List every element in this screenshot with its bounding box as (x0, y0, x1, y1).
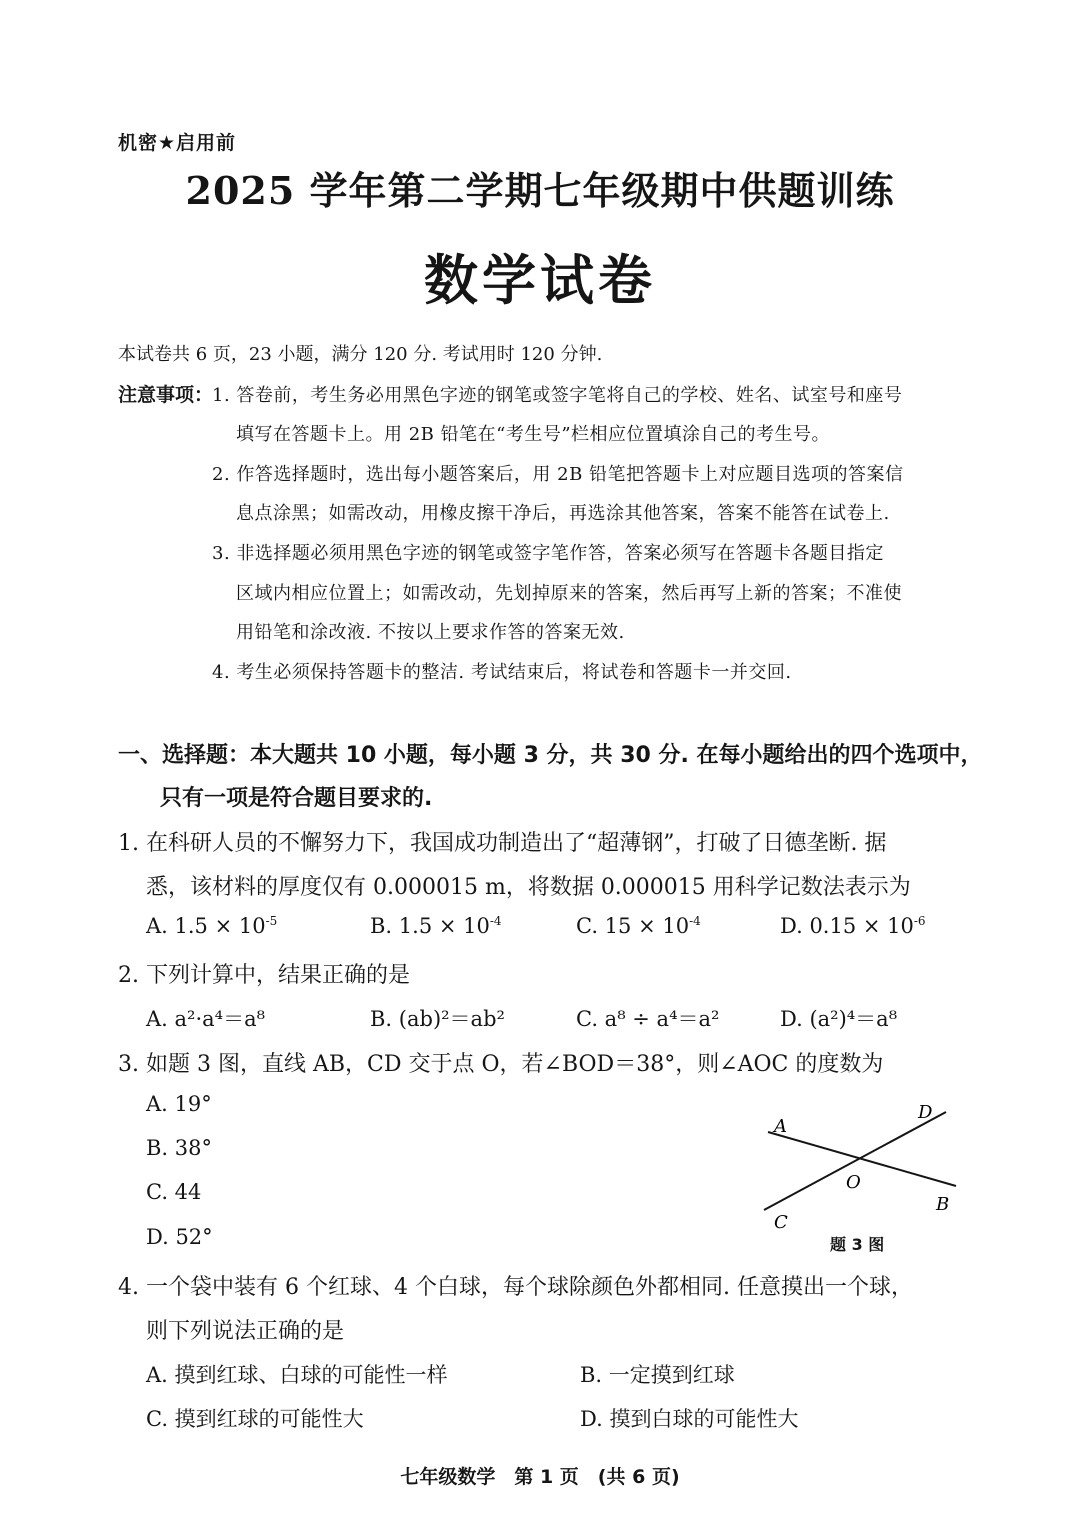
line-ab (768, 1132, 956, 1186)
label-c: C (774, 1212, 788, 1230)
notice-line: 息点涂黑；如需改动，用橡皮擦干净后，再选涂其他答案，答案不能答在试卷上. (236, 503, 890, 524)
notice-line: 3. 非选择题必须用黑色字迹的钢笔或签字笔作答，答案必须写在答题卡各题目指定 (212, 543, 884, 564)
notice-line: 区域内相应位置上；如需改动，先划掉原来的答案，然后再写上新的答案；不准使 (236, 583, 902, 604)
notice-line: 2. 作答选择题时，选出每小题答案后，用 2B 铅笔把答题卡上对应题目选项的答案信 (212, 464, 904, 485)
exam-title: 2025 学年第二学期七年级期中供题训练 (185, 168, 895, 213)
question-4-option-a: A. 摸到红球、白球的可能性一样 (146, 1363, 448, 1387)
label-a: A (774, 1116, 787, 1137)
notice-label: 注意事项： (118, 384, 214, 406)
question-3-figure (760, 1100, 980, 1230)
notice-line: 4. 考生必须保持答题卡的整洁. 考试结束后，将试卷和答题卡一并交回. (212, 662, 792, 683)
question-4-option-b: B. 一定摸到红球 (580, 1363, 735, 1387)
notice-line: 填写在答题卡上。用 2B 铅笔在“考生号”栏相应位置填涂自己的考生号。 (236, 424, 831, 445)
label-d: D (918, 1102, 933, 1123)
confidential-mark: 机密★启用前 (118, 132, 237, 154)
label-o: O (846, 1172, 861, 1193)
question-2-stem: 2. 下列计算中，结果正确的是 (118, 963, 410, 988)
question-3-option-c: C. 44 (146, 1180, 202, 1204)
exam-subtitle: 数学试卷 (424, 249, 656, 312)
question-1-option-c: C. $15 \times 10^{-4}$ (576, 914, 701, 938)
section-heading-cont: 只有一项是符合题目要求的. (160, 786, 433, 811)
question-2-option-a: A. a²·a⁴＝a⁸ (146, 1007, 266, 1031)
question-4-stem-cont: 则下列说法正确的是 (146, 1319, 345, 1344)
line-cd (764, 1112, 946, 1210)
question-3-option-a: A. 19° (146, 1092, 212, 1116)
question-3-option-b: B. 38° (146, 1136, 213, 1160)
question-2-option-d: D. (a²)⁴＝a⁸ (780, 1007, 898, 1031)
question-1-stem: 1. 在科研人员的不懈努力下，我国成功制造出了“超薄钢”，打破了日德垄断. 据 (118, 831, 887, 856)
figure-caption: 题 3 图 (830, 1235, 885, 1254)
question-4-option-c: C. 摸到红球的可能性大 (146, 1407, 364, 1431)
question-1-stem-cont: 悉，该材料的厚度仅有 0.000015 m，将数据 0.000015 用科学记数法表示为 (146, 875, 911, 900)
question-3-option-d: D. 52° (146, 1225, 213, 1249)
notice-line: 用铅笔和涂改液. 不按以上要求作答的答案无效. (236, 622, 625, 643)
question-2-option-b: B. (ab)²＝ab² (370, 1007, 505, 1031)
section-heading: 一、选择题：本大题共 10 小题，每小题 3 分，共 30 分. 在每小题给出的四个选项中， (118, 743, 983, 768)
exam-info: 本试卷共 6 页，23 小题，满分 120 分. 考试用时 120 分钟. (118, 344, 603, 365)
question-1-option-b: B. $1.5 \times 10^{-4}$ (370, 914, 502, 938)
question-4-option-d: D. 摸到白球的可能性大 (580, 1407, 799, 1431)
question-4-stem: 4. 一个袋中装有 6 个红球、4 个白球，每个球除颜色外都相同. 任意摸出一个球， (118, 1275, 913, 1300)
page-footer: 七年级数学 第 1 页 (共 6 页) (400, 1466, 680, 1488)
question-3-stem: 3. 如题 3 图，直线 AB，CD 交于点 O，若∠BOD＝38°，则∠AOC 的度数为 (118, 1052, 884, 1077)
question-2-option-c: C. a⁸ ÷ a⁴＝a² (576, 1007, 720, 1031)
question-1-option-d: D. $0.15 \times 10^{-6}$ (780, 914, 926, 938)
question-1-option-a: A. $1.5 \times 10^{-5}$ (146, 914, 278, 938)
notice-line: 1. 答卷前，考生务必用黑色字迹的钢笔或签字笔将自己的学校、姓名、试室号和座号 (212, 385, 903, 406)
label-b: B (936, 1194, 950, 1215)
